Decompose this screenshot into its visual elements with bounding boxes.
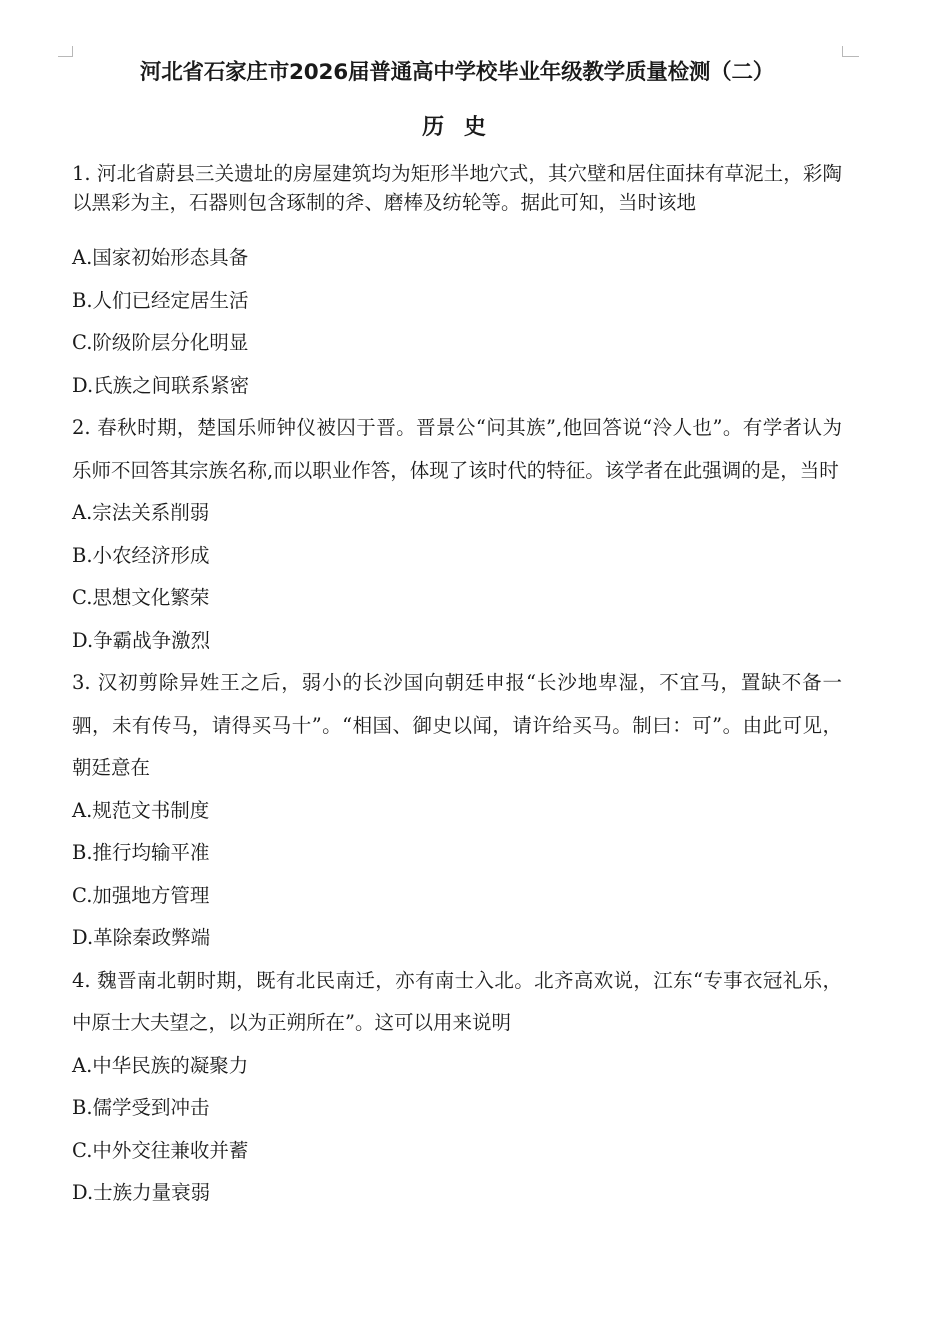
subject-heading: 历 史 bbox=[422, 115, 492, 140]
option-c: C.加强地方管理 bbox=[72, 883, 210, 907]
option-a: A.中华民族的凝聚力 bbox=[72, 1053, 249, 1077]
option-c: C.思想文化繁荣 bbox=[72, 586, 210, 609]
question-1 bbox=[72, 160, 842, 407]
exam-title: 河北省石家庄市2026届普通高中学校毕业年级教学质量检测（二） bbox=[139, 60, 775, 85]
option-d: D.争霸战争激烈 bbox=[72, 628, 211, 652]
option-c: C.阶级阶层分化明显 bbox=[72, 331, 249, 354]
question-stem: 1. 河北省蔚县三关遗址的房屋建筑均为矩形半地穴式，其穴壁和居住面抹有草泥土，彩陶以黑彩为主，石器则包含琢制的斧、磨棒及纺轮等。据此可知，当时该地 bbox=[72, 162, 842, 214]
option-d: D.氏族之间联系紧密 bbox=[72, 373, 250, 397]
option-b: B.小农经济形成 bbox=[72, 543, 210, 567]
question-3 bbox=[72, 662, 842, 960]
option-a: A.国家初始形态具备 bbox=[72, 246, 249, 269]
question-stem: 4. 魏晋南北朝时期，既有北民南迁，亦有南士入北。北齐高欢说，江东“专事衣冠礼乐，中原士大夫望之，以为正朔所在”。这可以用来说明 bbox=[72, 968, 842, 1034]
crop-mark-top-right bbox=[842, 46, 859, 57]
option-list bbox=[72, 492, 842, 662]
question-stem: 2. 春秋时期，楚国乐师钟仪被囚于晋。晋景公“问其族”,他回答说“泠人也”。有学者认为乐师不回答其宗族名称,而以职业作答，体现了该时代的特征。该学者在此强调的是，当时 bbox=[72, 416, 842, 482]
crop-mark-top-left bbox=[58, 46, 73, 57]
question-2 bbox=[72, 407, 842, 662]
option-b: B.儒学受到冲击 bbox=[72, 1096, 210, 1119]
option-list bbox=[72, 237, 842, 407]
exam-page bbox=[72, 52, 842, 1215]
option-list bbox=[72, 790, 842, 960]
question-4 bbox=[72, 960, 842, 1215]
option-a: A.宗法关系削弱 bbox=[72, 501, 210, 524]
option-d: D.士族力量衰弱 bbox=[72, 1181, 211, 1204]
option-b: B.人们已经定居生活 bbox=[72, 288, 249, 312]
option-b: B.推行均输平准 bbox=[72, 841, 210, 864]
option-d: D.革除秦政弊端 bbox=[72, 926, 211, 949]
option-list bbox=[72, 1045, 842, 1215]
option-a: A.规范文书制度 bbox=[72, 798, 210, 822]
option-c: C.中外交往兼收并蓄 bbox=[72, 1138, 249, 1162]
question-stem: 3. 汉初剪除异姓王之后，弱小的长沙国向朝廷申报“长沙地卑湿，不宜马，置缺不备一驷，未有传马，请得买马十”。“相国、御史以闻，请许给买马。制曰：可”。由此可见，朝廷意在 bbox=[72, 671, 842, 779]
